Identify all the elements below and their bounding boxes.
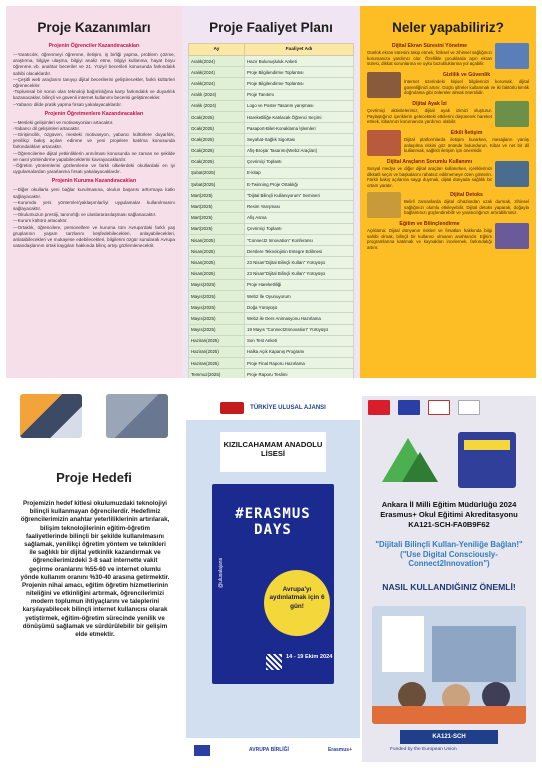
table-row xyxy=(189,235,354,246)
table-cell-ay: Mart(2025) xyxy=(189,223,245,234)
table-cell-faaliyet: Pasaport-Bilet-Konaklama İşlemleri xyxy=(245,123,354,134)
table-cell-ay: Mayıs(2025) xyxy=(189,324,245,335)
section-paragraph: --Öğretim yöntemlerini gözlemleme ve farklı ülkelerdeki okullardaki en iyi uygulamalardan yararlanma fırsatı yakalayacaklardır. xyxy=(13,163,175,175)
table-cell-faaliyet: Çevrimiçi Toplantı xyxy=(245,223,354,234)
table-cell-ay: Ocak(2025) xyxy=(189,123,245,134)
table-row xyxy=(189,324,354,335)
neler-item-body: Günlük ekran süresini takip etmek, fiziksel ve zihinsel sağlığınızı korumanıza yardımcı olur. Özellikle çocuklarda aşırı ekran süresi, dikkat sorunlarına ve uyku bozukluklarına yol açabilir. xyxy=(367,50,492,67)
table-row xyxy=(189,167,354,178)
table-row xyxy=(189,290,354,301)
table-cell-ay: Haziran(2025) xyxy=(189,335,245,346)
table-cell-faaliyet: Doğa Yürüyüşü xyxy=(245,302,354,313)
agency-header xyxy=(186,396,360,420)
table-row xyxy=(189,145,354,156)
proje-hedefi-panel xyxy=(6,384,182,762)
table-row xyxy=(189,78,354,89)
table-cell-ay: Aralık(2024) xyxy=(189,56,245,67)
neler-item-body: Çevrimiçi aktivitelerimiz, dijital ayak izimizi oluşturur. Paylaştığınız içeriklerin gelecekteki etkilerini düşünerek hareket etmek, itibarınızı korumanıza yardımcı olabilir. xyxy=(367,108,492,125)
proje-hedefi-body: Projemizin hedef kitlesi okulumuzdaki teknolojiyi bilinçli kullanmayan öğrencilerdir. Hedefimiz öğrencilerimizin anahtar yeterliliklerinin artırılarak, bilişim teknolojilerinin eğitim-öğretim faaliyetlerinde bilinçli bir şekilde kullanılmasını sağlamak, yenilikçi öğretim yöntem ve teknikleri ile sağlıklı bir dijital yetkinlik kazandırmak ve öğrencilerimizdeki 3-8 saat internette vakit geçirme oranlarını %55-60 ve internet olumlu yönde kullanım oranını %30-40 arasına getirmektir. Projenin nihai amacı, eğitim öğretim hizmetlerinin niteliğini ve etkinliğini artırmak, öğrencilerimizi modern toplumun ihtiyaçlarını ve taleplerini karşılayabilecek bilinçli internet kullanıcısı olarak yetiştirmek, eğitim-öğretim sürecinde yenilik ve dönüşümü sağlamak ve sürdürülebilir bir gelişim elde etmektir. xyxy=(20,500,170,638)
neler-item-text xyxy=(404,72,529,98)
neler-item xyxy=(367,43,529,69)
neler-yapabiliriz-title: Neler yapabiliriz? xyxy=(392,20,504,35)
kazanimlar-panel xyxy=(6,6,182,378)
table-cell-faaliyet: 19 Mayıs "Connect2Innovation" Yürüyüşü xyxy=(245,324,354,335)
meb-logo-icon xyxy=(428,400,450,415)
ground-strip xyxy=(372,706,526,724)
neler-item-heading: Etkili İletişim xyxy=(450,130,483,136)
neler-item-text xyxy=(367,43,492,69)
neler-item-body: Belirli zamanlarda dijital cihazlardan uzak durmak, zihinsel sağlığınızı olumlu etkileyebilir. Dijital detoks yaparak, doğayla bağlantınızı güçlendirebilir ve yaratıcılığınızı artırabilirsiniz. xyxy=(404,198,529,216)
neler-item-text xyxy=(367,159,492,189)
table-cell-faaliyet: "Connect2 Innovation" Konferansı xyxy=(245,235,354,246)
neler-item-text xyxy=(367,101,492,127)
table-row xyxy=(189,268,354,279)
erasmus-days-panel xyxy=(186,396,360,762)
table-row xyxy=(189,201,354,212)
neler-item-body: İnternet üzerindeki kişisel bilgilerinizi korumak, dijital güvenliğinizi artırır. Güçlü şifreler kullanmak ve iki faktörlü kimlik doğrulama gibi önlemler almak önemlidir. xyxy=(404,79,529,96)
neler-item-body: Dijital platformlarda iletişim kurarken, mesajların yanlış anlaşılma riskini göz önünde bulundurun. Kibar ve net bir dil kullanmak, sağlıklı iletişim için önemlidir. xyxy=(404,137,529,154)
table-cell-ay: Nisan(2025) xyxy=(189,246,245,257)
table-cell-ay: Ocak(2025) xyxy=(189,134,245,145)
howto-heading: NASIL KULLANDIĞINIZ ÖNEMLİ! xyxy=(382,582,516,592)
section-paragraph: ---Kurumda yeni yöntemler/yaklaşımlar/iyi uygulamalar kullanılmasını sağlayacaktır. xyxy=(13,199,175,211)
section-paragraph: -Yabancı dil gelişimleri artacaktır. xyxy=(13,125,81,131)
turkey-flag-icon xyxy=(368,400,390,415)
neler-item-photo xyxy=(495,161,529,187)
table-cell-ay: Ocak(2025) xyxy=(189,111,245,122)
neler-item-heading: Eğitim ve Bilinçlendirme xyxy=(399,220,460,227)
neler-item-photo xyxy=(367,72,401,98)
table-cell-ay: Mayıs(2025) xyxy=(189,313,245,324)
agency-name: TÜRKİYE ULUSAL AJANSI xyxy=(250,405,326,411)
table-cell-ay: Aralık (2024) xyxy=(189,89,245,100)
section-paragraph: ---Çeşitli web araçlarını tanıyıp dijital becerilerini geliştirecekler, farklı kültürleri öğrenecekler. xyxy=(13,76,175,88)
neler-item-photo xyxy=(367,130,401,156)
table-cell-faaliyet: Proje Bilgilendirme Toplantısı xyxy=(245,78,354,89)
funded-by-eu: Funded by the European Union xyxy=(390,747,457,752)
table-cell-ay: Ocak(2025) xyxy=(189,145,245,156)
faaliyet-plani-title: Proje Faaliyet Planı xyxy=(209,20,333,35)
neler-item-text xyxy=(404,130,529,156)
table-cell-ay: Aralık(2024) xyxy=(189,78,245,89)
neler-item xyxy=(367,159,529,189)
neler-item-body: Sosyal medya ve diğer dijital araçları kullanırken, içeriklerinizi dikkatli seçin ve başkalarını rahatsız edilmemeye özen gösterin. Farklı bakış açılarına saygı duymak, dijital dünyada sağlıklı bir ortam yaratır. xyxy=(367,166,492,189)
section-paragraph: ---Ortaklık, öğrencilere, personellere ve kuruma tüm Avrupa'daki farklı yaş gruplarının yaşam tarzlarını keşfedebilecekleri, anlayabilecekleri, anlatabilecekleri ve mukayese edebilecekleri, bilgilerini özgür sunularak Avrupa vatandaşlarının ortak kaygıları hakkında bilinç artışı gözlemlenecektir. xyxy=(13,224,175,249)
proje-hedefi-title: Proje Hedefi xyxy=(56,470,132,485)
neler-item xyxy=(367,192,529,218)
project-logo-area xyxy=(362,418,536,494)
project-slogan: "Dijitali Bilinçli Kullan-Yeniliğe Bağlan!" ("Use Digital Consciously-Connect2Innovation") xyxy=(375,540,523,569)
neler-item-text xyxy=(404,192,529,218)
table-cell-faaliyet: 23 Nisan"Dijital Bilinçli Kullan" Yürüyüşü xyxy=(245,268,354,279)
table-row xyxy=(189,257,354,268)
table-cell-ay: Aralık(2024) xyxy=(189,67,245,78)
table-cell-ay: Nisan(2025) xyxy=(189,268,245,279)
section-heading: Projenin Öğrenciler Kazandıracakları xyxy=(48,43,140,49)
section-paragraph: -Toplumsal bir sorun olan teknoloji bağımlılığına karşı farkındalık ve duyarlılık kazanacaklar, bilinçli ve güvenli internet kullanımı becerisi geliştirecekler. xyxy=(13,89,175,101)
table-cell-ay: Mayıs(2025) xyxy=(189,279,245,290)
neler-item-heading: Dijital Ayak İzi xyxy=(412,101,447,107)
section-paragraph: ---Kurum kültürü artacaktır. xyxy=(13,218,68,224)
faaliyet-plani-panel xyxy=(182,6,360,378)
person-laptop-illustration xyxy=(20,394,82,438)
neler-item-heading: Dijital Ekran Süresini Yönetme xyxy=(391,43,468,49)
section-paragraph: ---Girişimcilik, özgüven, mesleki motivasyon, yabancı kültürlere duyarlılık, yenilikçi bakış açıları edinme ve yeni projelere katılma konusunda farkındalıkları artacaktır. xyxy=(13,132,175,150)
section-ogrenci xyxy=(13,43,175,108)
kazanimlar-title: Proje Kazanımları xyxy=(37,20,151,35)
table-cell-ay: Aralık (2024) xyxy=(189,100,245,111)
neler-yapabiliriz-panel xyxy=(360,6,536,378)
student-figure xyxy=(398,682,426,710)
eu-footer-left: AVRUPA BİRLİĞİ xyxy=(249,747,289,753)
table-row xyxy=(189,89,354,100)
neler-item-heading: Dijital Detoks xyxy=(450,191,483,198)
neler-item-heading: Gizlilik ve Güvenlik xyxy=(442,72,491,78)
table-cell-ay: Şubat(2025) xyxy=(189,179,245,190)
section-heading: Projenin Öğretmenlere Kazandıracakları xyxy=(44,110,144,117)
table-row xyxy=(189,111,354,122)
students-illustration-graphic xyxy=(372,606,526,724)
table-header-row xyxy=(189,44,354,56)
poster-title: #ERASMUS DAYS xyxy=(235,506,311,539)
table-row xyxy=(189,335,354,346)
table-row xyxy=(189,212,354,223)
neler-item-photo xyxy=(367,192,401,218)
eu-footer-right: Erasmus+ xyxy=(327,747,352,753)
flags-row xyxy=(368,400,480,415)
table-row xyxy=(189,156,354,167)
faaliyet-table-body xyxy=(189,56,354,379)
table-row xyxy=(189,123,354,134)
table-cell-faaliyet: Hazır Bulunuşluluk Anketi xyxy=(245,56,354,67)
erasmus-days-poster xyxy=(212,484,334,684)
table-cell-faaliyet: Halka Açık Kapanış Programı xyxy=(245,346,354,357)
section-paragraph: ---Mesleki gelişimleri ve motivasyonları artacaktır. xyxy=(13,119,114,125)
laptop-desk-illustration xyxy=(106,394,168,438)
table-cell-ay: Mayıs(2025) xyxy=(189,290,245,301)
eu-footer xyxy=(186,738,360,762)
table-cell-faaliyet: Derslere Teknolojinin Entegre Edilmesi xyxy=(245,246,354,257)
section-paragraph: ---Yaratıcılık, öğrenmeyi öğrenme, iletişim, iş birliği yapma, problem çözme, araştırma, bilgiye ulaşma, bilgiyi analiz etme, bilgiyi kullanma, hayat boyu öğrenme..vb. anahtar beceriler ve 21. Yüzyıl becerileri konusunda farkındalık sahibi olacaklardır. xyxy=(13,52,175,76)
section-paragraph: ---Diğer okullarla yeni bağlar kurulmasına, okulun başarısı arttırmaya katkı sağlayacaktır. xyxy=(13,187,175,199)
table-cell-ay: Mart(2025) xyxy=(189,212,245,223)
table-cell-faaliyet: Hareketliliğe Katılacak Öğrenci Seçimi xyxy=(245,111,354,122)
table-cell-faaliyet: Web2 ile Ders Animasyonu Hazırlama xyxy=(245,313,354,324)
table-row xyxy=(189,369,354,378)
table-row xyxy=(189,313,354,324)
project-logo-graphic xyxy=(362,418,536,494)
poster-paper xyxy=(382,616,424,672)
table-cell-faaliyet: Seyahat-Sağlık Sigortası xyxy=(245,134,354,145)
table-cell-faaliyet: Proje Hareketliliği xyxy=(245,279,354,290)
table-row xyxy=(189,56,354,67)
section-paragraph: ---Öğrencilerine dijital yetkinliklerin arınılması konusunda ne zaman ne şekilde ve nasıl yönlendirme yapabileceklerini kavrayacaklardır. xyxy=(13,150,175,162)
section-paragraph: --Yabancı dilde pratik yapma fırsatı yakalayacaklardır. xyxy=(13,101,122,107)
qr-code-icon xyxy=(266,654,282,670)
section-paragraph: ---Okulumuzun prestiji, tanınırlığı ve uluslararasılaşması sağlanacaktır. xyxy=(13,212,157,218)
table-cell-ay: Temmuz(2025) xyxy=(189,369,245,378)
table-row xyxy=(189,358,354,369)
neler-item xyxy=(367,130,529,156)
section-kurum xyxy=(13,178,175,249)
neler-item-photo xyxy=(495,43,529,69)
neler-item-text xyxy=(367,221,492,251)
neler-item-photo xyxy=(495,101,529,127)
table-cell-faaliyet: Proje Raporu Teslimi xyxy=(245,369,354,378)
table-row xyxy=(189,302,354,313)
neler-item-photo xyxy=(495,223,529,249)
table-row xyxy=(189,67,354,78)
table-cell-faaliyet: Resim Yarışması xyxy=(245,201,354,212)
section-heading: Projenin Kuruma Kazandıracakları xyxy=(51,178,137,185)
table-cell-faaliyet: Web2 İle Oyunuyorum xyxy=(245,290,354,301)
eu-flag-icon xyxy=(398,400,420,415)
table-row xyxy=(189,246,354,257)
table-cell-faaliyet: Afiş Asma xyxy=(245,212,354,223)
table-cell-ay: Mart(2025) xyxy=(189,190,245,201)
neler-item xyxy=(367,72,529,98)
table-cell-faaliyet: Proje Final Raporu Hazırlama xyxy=(245,358,354,369)
table-row xyxy=(189,134,354,145)
column-header-ay: Ay xyxy=(189,44,245,56)
section-ogretmen xyxy=(13,111,175,176)
table-cell-faaliyet: Proje Bilgilendirme Toplantısı xyxy=(245,67,354,78)
poster-date: 14 - 19 Ekim 2024 xyxy=(286,654,333,660)
table-cell-ay: Mart(2025) xyxy=(189,201,245,212)
table-cell-ay: Nisan(2025) xyxy=(189,257,245,268)
table-cell-faaliyet: Proje Tanıtımı xyxy=(245,89,354,100)
school-name: KIZILCAHAMAM ANADOLU LİSESİ xyxy=(223,440,323,459)
building-shape xyxy=(432,626,516,682)
table-cell-faaliyet: E-Twinning Proje Ortaklığı xyxy=(245,179,354,190)
accreditation-title: Ankara İl Milli Eğitim Müdürlüğü 2024 Erasmus+ Okul Eğitimi Akreditasyonu KA121-SCH-FA0B9F62 xyxy=(380,500,518,529)
table-row xyxy=(189,179,354,190)
table-row xyxy=(189,190,354,201)
school-card xyxy=(220,432,326,472)
student-figure xyxy=(482,682,510,710)
table-row xyxy=(189,100,354,111)
project-cover-panel xyxy=(362,396,536,762)
neler-list xyxy=(367,43,529,251)
ulusal-ajans-logo xyxy=(220,402,244,414)
project-code-badge: KA121-SCH xyxy=(400,730,498,744)
column-header-faaliyet: Faaliyet Adı xyxy=(245,44,354,56)
school-logo-icon xyxy=(458,400,480,415)
table-cell-faaliyet: 23 Nisan"Dijital Bilinçli Kullan" Yürüyüşü xyxy=(245,257,354,268)
table-cell-ay: Ocak(2025) xyxy=(189,156,245,167)
eu-flag-icon xyxy=(194,745,210,756)
erasmus-days-thumbnail-band xyxy=(464,440,510,450)
table-cell-faaliyet: Çevrimiçi Toplantı xyxy=(245,156,354,167)
table-row xyxy=(189,279,354,290)
table-cell-faaliyet: Son Test Anketi xyxy=(245,335,354,346)
faaliyet-table xyxy=(188,43,354,378)
table-cell-ay: Şubat(2025) xyxy=(189,167,245,178)
neler-item-body: Açıklama: Dijital dünyanın riskleri ve fırsatları hakkında bilgi sahibi olmak, bilinçli bir kullanıcı olmanın anahtarıdır. Eğitim programlarına katılmak ve kaynakları incelemek, farkındalığı artırır. xyxy=(367,227,492,251)
table-cell-ay: Haziran(2025) xyxy=(189,346,245,357)
neler-item xyxy=(367,221,529,251)
table-cell-faaliyet: "Dijital Bilinçli Kullanıyorum" Semineri xyxy=(245,190,354,201)
table-cell-ay: Nisan(2025) xyxy=(189,235,245,246)
table-row xyxy=(189,346,354,357)
poster-handle: @ulusalajans xyxy=(218,557,224,588)
table-cell-faaliyet: E-kitap xyxy=(245,167,354,178)
neler-item xyxy=(367,101,529,127)
table-cell-ay: Mayıs(2025) xyxy=(189,302,245,313)
table-cell-faaliyet: Afiş-Broşür Tasarımı(Web2 Araçları) xyxy=(245,145,354,156)
students-illustration xyxy=(372,606,526,724)
table-cell-ay: Haziran(2025) xyxy=(189,358,245,369)
table-cell-faaliyet: Logo ve Poster Tasarım yarışması xyxy=(245,100,354,111)
neler-item-heading: Dijital Araçların Sorumlu Kullanımı xyxy=(386,159,473,165)
table-row xyxy=(189,223,354,234)
poster-badge: Avrupa'yı aydınlatmak için 6 gün! xyxy=(264,570,330,636)
